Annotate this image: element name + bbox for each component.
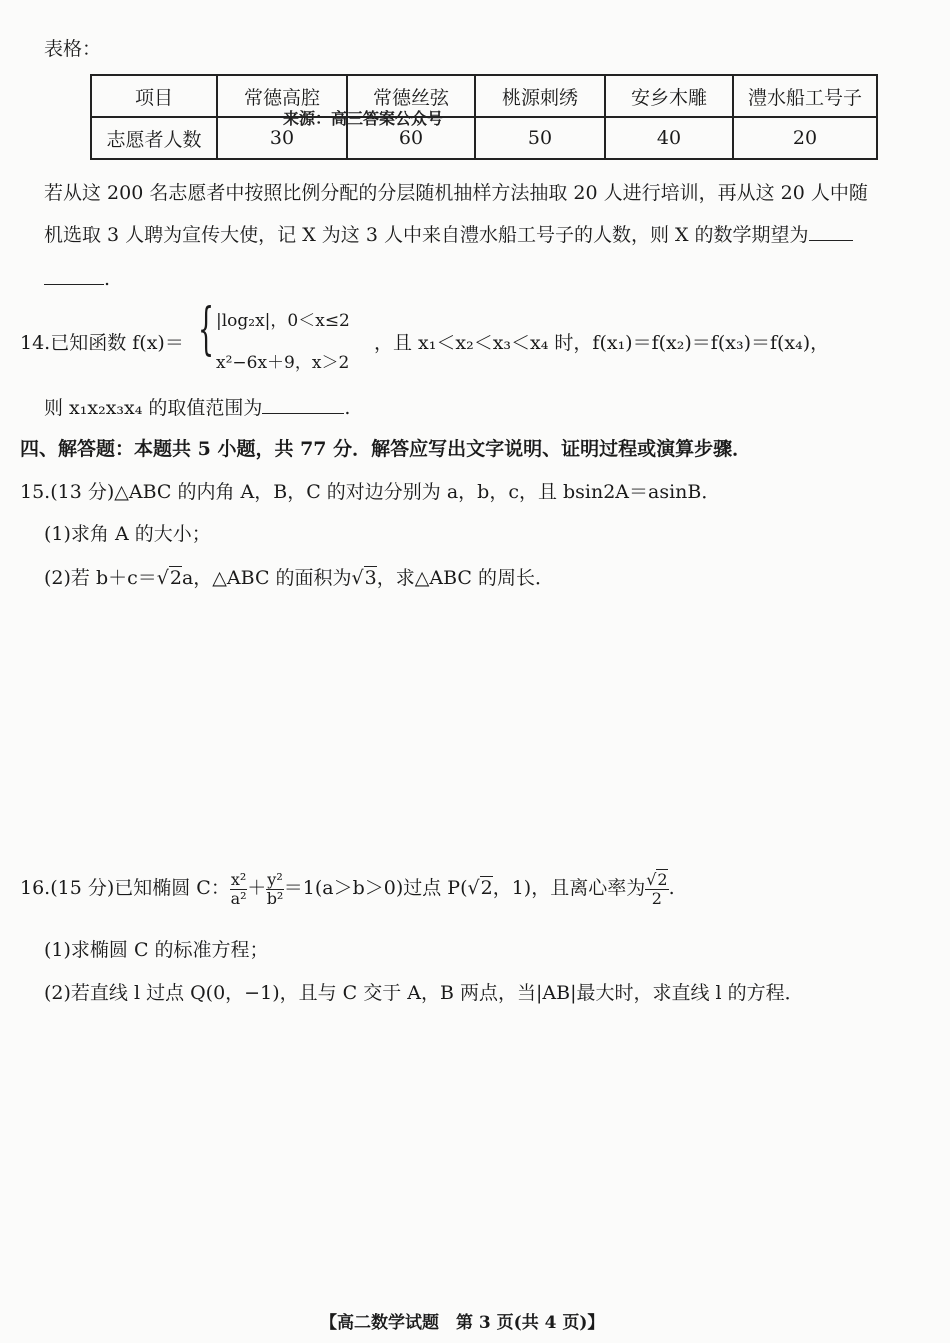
q15-p2-c: ，求△ABC 的周长．	[376, 567, 554, 589]
table-cell: 志愿者人数	[91, 117, 217, 159]
fraction-denominator: a²	[230, 888, 247, 908]
sqrt-symbol: √	[467, 877, 480, 899]
q15-p2-b: a，△ABC 的面积为	[181, 567, 352, 589]
table-cell: 项目	[91, 75, 217, 117]
table-cell: 常德丝弦	[347, 75, 475, 117]
section-heading: 四、解答题：本题共 5 小题，共 77 分．解答应写出文字说明、证明过程或演算步骤．	[20, 438, 752, 460]
fraction-numerator: y²	[267, 869, 283, 889]
sqrt-value: 2	[657, 869, 668, 889]
q16-stem-b: ＝1(a＞b＞0)过点 P(	[283, 877, 468, 899]
volunteer-table	[90, 74, 878, 160]
table-cell: 20	[733, 117, 877, 159]
q15-stem: 15.(13 分)△ABC 的内角 A，B，C 的对边分别为 a，b，c，且 bsin2A＝asinB．	[20, 481, 721, 503]
q13-line2	[44, 220, 853, 247]
q13-line3	[44, 266, 110, 290]
table-cell: 常德高腔	[217, 75, 347, 117]
q14-case1: |log₂x|，0＜x≤2	[216, 311, 350, 331]
intro-label: 表格：	[44, 38, 102, 60]
table-cell: 桃源刺绣	[475, 75, 605, 117]
q16-period: .	[668, 877, 675, 899]
answer-blank	[809, 222, 853, 241]
q14-line2-text: 则 x₁x₂x₃x₄ 的取值范围为	[44, 397, 263, 419]
q16-stem-c: ，1)，且离心率为	[492, 877, 646, 899]
q15-part2	[44, 563, 554, 590]
q16-part1: (1)求椭圆 C 的标准方程；	[44, 939, 269, 961]
fraction	[230, 869, 247, 908]
q14-period: .	[344, 397, 351, 419]
table-header-row	[91, 75, 877, 117]
sqrt-symbol: √	[646, 869, 657, 889]
q13-line2-text: 机选取 3 人聘为宣传大使，记 X 为这 3 人中来自澧水船工号子的人数，则 X 的数学期望为	[44, 224, 809, 246]
page-footer: 【高二数学试题 第 3 页(共 4 页)】	[320, 1313, 605, 1333]
fraction-numerator	[645, 869, 668, 890]
q13-period: .	[104, 268, 111, 290]
sqrt-symbol: √	[156, 567, 169, 589]
sqrt-value: 2	[169, 567, 182, 589]
table-cell: 30	[217, 117, 347, 159]
q14-suffix: ，且 x₁＜x₂＜x₃＜x₄ 时，f(x₁)＝f(x₂)＝f(x₃)＝f(x₄)，	[374, 332, 830, 354]
q16-part2: (2)若直线 l 过点 Q(0，−1)，且与 C 交于 A，B 两点，当|AB|最大时，求直线 l 的方程．	[44, 982, 804, 1004]
q16-stem-a: 16.(15 分)已知椭圆 C：	[20, 877, 230, 899]
table-cell: 60	[347, 117, 475, 159]
answer-blank	[262, 395, 344, 414]
fraction-denominator: b²	[266, 888, 284, 908]
q14-line2	[44, 393, 350, 420]
answer-blank	[44, 266, 104, 285]
table-cell: 50	[475, 117, 605, 159]
sqrt-value: 2	[480, 877, 493, 899]
q15-part1: (1)求角 A 的大小；	[44, 523, 211, 545]
fraction-numerator: x²	[230, 869, 247, 889]
sqrt-symbol: √	[351, 567, 364, 589]
brace-symbol: {	[198, 297, 215, 362]
sqrt-value: 3	[364, 567, 377, 589]
q15-p2-a: (2)若 b＋c＝	[44, 567, 157, 589]
fraction-denominator: 2	[651, 888, 662, 908]
q13-line1: 若从这 200 名志愿者中按照比例分配的分层随机抽样方法抽取 20 人进行培训，再从这 20 人中随	[44, 182, 868, 204]
q16-stem	[20, 866, 675, 910]
table-cell: 40	[605, 117, 733, 159]
table-row	[91, 117, 877, 159]
plus-sign: ＋	[247, 877, 267, 899]
q14-prefix: 14.已知函数 f(x)＝	[20, 332, 184, 354]
table-cell: 澧水船工号子	[733, 75, 877, 117]
fraction	[266, 869, 284, 908]
watermark: 来源：高三答案公众号	[283, 109, 444, 128]
table-cell: 安乡木雕	[605, 75, 733, 117]
fraction	[645, 869, 668, 908]
q14-case2: x²−6x＋9，x＞2	[216, 353, 350, 373]
